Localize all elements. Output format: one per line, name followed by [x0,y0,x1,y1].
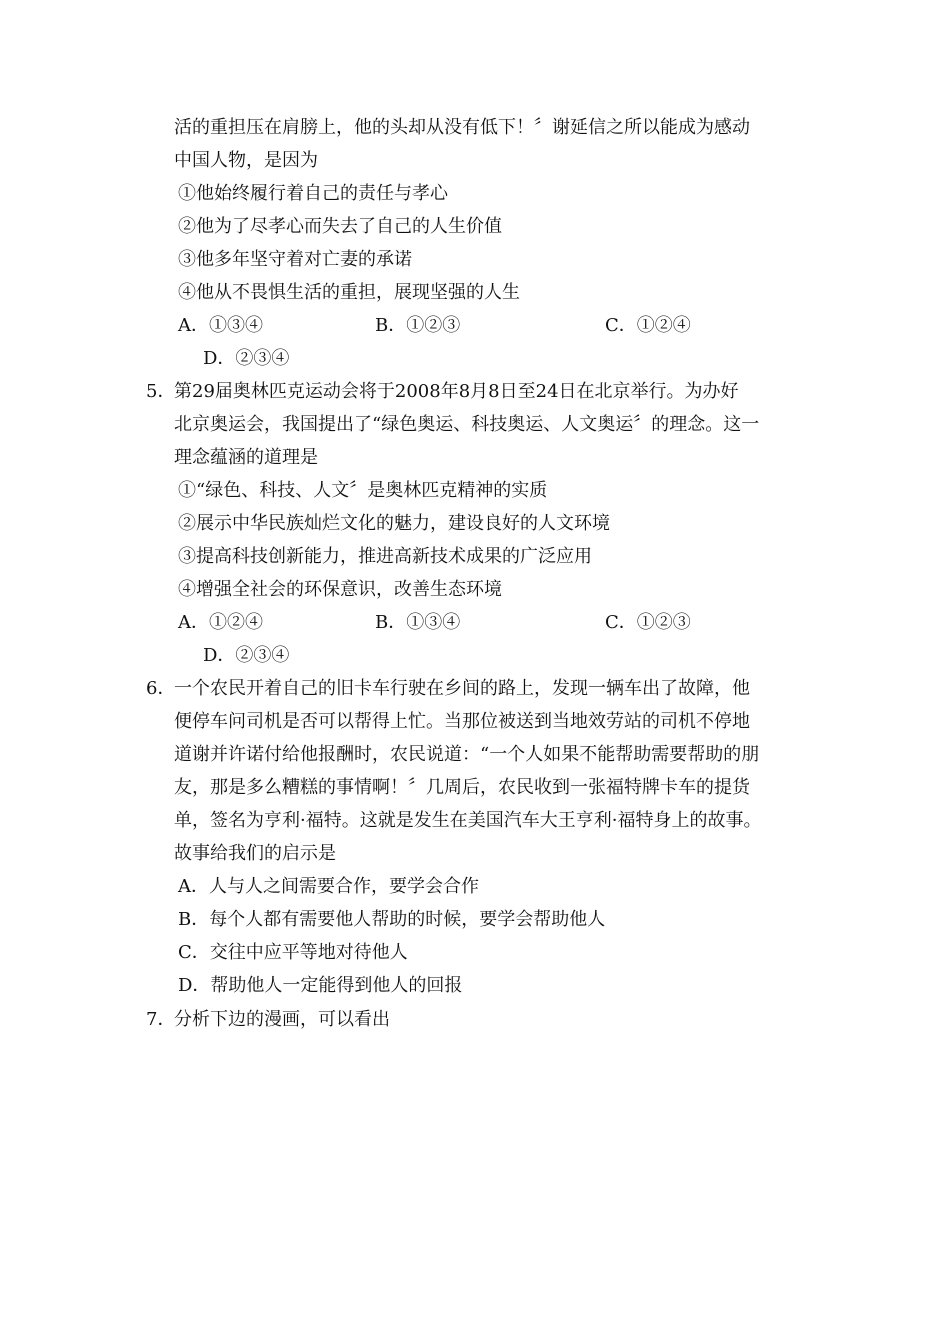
q6-stem-line-3: 道谢并许诺付给他报酬时，农民说道：“一个人如果不能帮助需要帮助的朋 [174,744,760,765]
q5-option-c: C．①②③ [605,612,691,633]
q5-stem-line-1: 第29届奥林匹克运动会将于2008年8月8日至24日在北京举行。为办好 [174,381,739,402]
q6-option-b: B．每个人都有需要他人帮助的时候，要学会帮助他人 [178,909,606,930]
q6-stem-line-6: 故事给我们的启示是 [174,843,336,864]
q4-statement-1: ①他始终履行着自己的责任与孝心 [178,183,448,204]
q6-stem-line-1: 一个农民开着自己的旧卡车行驶在乡间的路上，发现一辆车出了故障，他 [174,678,750,699]
q5-option-a: A．①②④ [178,612,263,633]
q4-stem-line-1: 活的重担压在肩膀上，他的头却从没有低下！〞谢延信之所以能成为感动 [174,117,750,138]
q6-stem-line-2: 便停车问司机是否可以帮得上忙。当那位被送到当地效劳站的司机不停地 [174,711,750,732]
q6-option-a: A．人与人之间需要合作，要学会合作 [178,876,479,897]
q5-statement-3: ③提高科技创新能力，推进高新技术成果的广泛应用 [178,546,592,567]
q5-statement-2: ②展示中华民族灿烂文化的魅力，建设良好的人文环境 [178,513,610,534]
q5-option-d: D．②③④ [203,645,290,666]
q7-stem: 分析下边的漫画，可以看出 [174,1009,390,1030]
q6-option-c: C．交往中应平等地对待他人 [178,942,408,963]
q4-statement-4: ④他从不畏惧生活的重担，展现坚强的人生 [178,282,520,303]
q5-stem-line-3: 理念蕴涵的道理是 [174,447,318,468]
q5-statement-1: ①“绿色、科技、人文〞是奥林匹克精神的实质 [178,480,548,501]
q6-option-d: D．帮助他人一定能得到他人的回报 [178,975,463,996]
q7-number: 7． [146,1009,176,1030]
q4-option-c: C．①②④ [605,315,691,336]
q4-option-a: A．①③④ [178,315,263,336]
q4-statement-3: ③他多年坚守着对亡妻的承诺 [178,249,412,270]
q5-option-b: B．①③④ [375,612,461,633]
q4-statement-2: ②他为了尽孝心而失去了自己的人生价值 [178,216,502,237]
q6-stem-line-4: 友，那是多么糟糕的事情啊！〞几周后，农民收到一张福特牌卡车的提货 [174,777,750,798]
q4-option-b: B．①②③ [375,315,461,336]
q5-statement-4: ④增强全社会的环保意识，改善生态环境 [178,579,502,600]
q5-stem-line-2: 北京奥运会，我国提出了“绿色奥运、科技奥运、人文奥运〞的理念。这一 [174,414,760,435]
q4-option-d: D．②③④ [203,348,290,369]
q5-number: 5． [146,381,176,402]
q4-stem-line-2: 中国人物，是因为 [174,150,318,171]
q6-number: 6． [146,678,176,699]
q6-stem-line-5: 单，签名为亨利·福特。这就是发生在美国汽车大王亨利·福特身上的故事。 [174,810,762,831]
